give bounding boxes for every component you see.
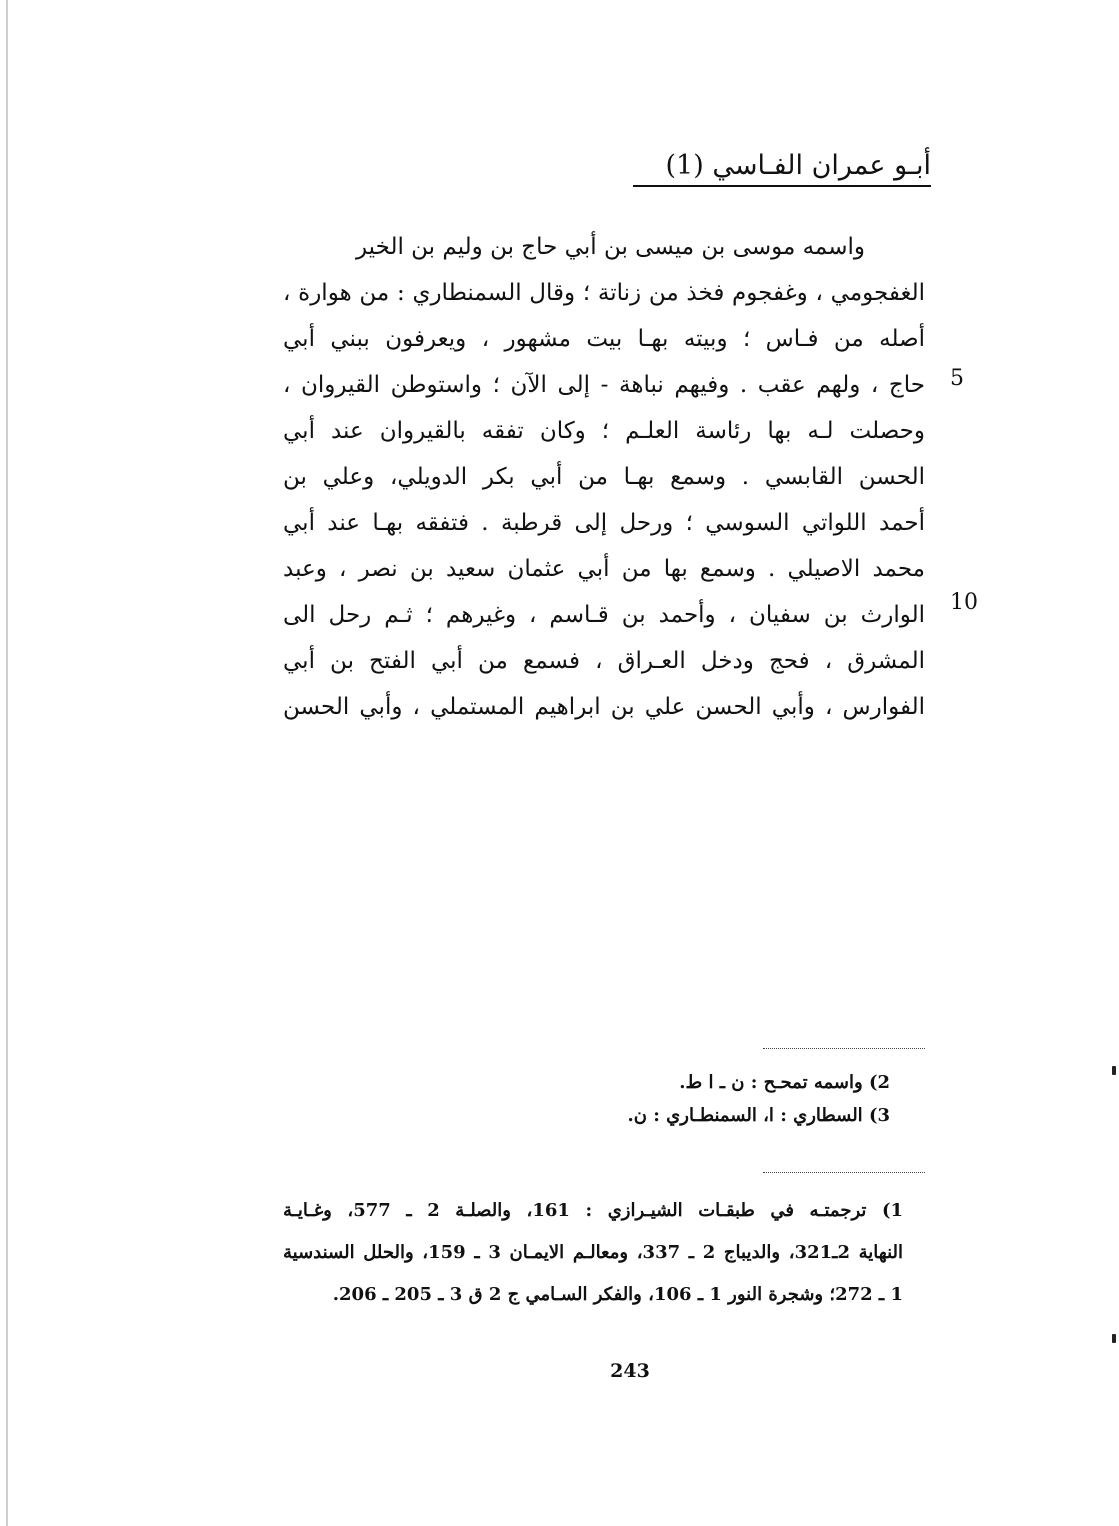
source-footnote-line: 1 ـ 272؛ وشجرة النور 1 ـ 106، والفكر السـامي ج 2 ق 3 ـ 205 ـ 206. xyxy=(332,1284,903,1305)
body-line: أحمد اللواتي السوسي ؛ ورحل إلى قرطبة . فتفقه بهـا عند أبي xyxy=(283,510,925,536)
line-number-5: 5 xyxy=(950,366,964,391)
body-line: وحصلت لـه بها رئاسة العلـم ؛ وكان تفقه بالقيروان عند أبي xyxy=(283,418,925,444)
variant-notes-separator xyxy=(763,1048,925,1049)
source-notes-separator xyxy=(763,1172,925,1173)
line-number-10: 10 xyxy=(950,590,978,615)
body-line: أصله من فـاس ؛ وبيته بهـا بيت مشهور ، ويعرفون ببني أبي xyxy=(283,326,925,352)
body-line: الغفجومي ، وغفجوم فخذ من زناتة ؛ وقال السمنطاري : من هوارة ، xyxy=(283,280,925,306)
chapter-heading: أبـو عمران الفـاسي (1) xyxy=(665,150,931,181)
body-line: الفوارس ، وأبي الحسن علي بن ابراهيم المستملي ، وأبي الحسن xyxy=(283,694,925,720)
scan-speck xyxy=(1112,1066,1116,1075)
page-number: 243 xyxy=(610,1360,650,1382)
heading-underline xyxy=(633,185,931,187)
body-line: الوارث بن سفيان ، وأحمد بن قـاسم ، وغيرهم ؛ ثـم رحل الى xyxy=(283,602,925,628)
source-footnote-line: 1) ترجمتـه في طبقـات الشيـرازي : 161، والصلـة 2 ـ 577، وغـايـة xyxy=(283,1200,903,1221)
source-footnote-line: النهاية 2ـ321، والديباج 2 ـ 337، ومعالـم الايمـان 3 ـ 159، والحلل السندسية xyxy=(283,1242,903,1263)
body-line: محمد الاصيلي . وسمع بها من أبي عثمان سعيد بن نصر ، وعبد xyxy=(283,556,925,582)
variant-note: 3) السطاري : ا، السمنطـاري : ن. xyxy=(627,1105,890,1126)
body-line: حاج ، ولهم عقب . وفيهم نباهة - إلى الآن ؛ واستوطن القيروان ، xyxy=(283,372,925,398)
body-line: واسمه موسى بن ميسى بن أبي حاج بن وليم بن الخير xyxy=(355,234,865,260)
scan-speck xyxy=(1112,1334,1116,1343)
source-footnotes xyxy=(283,1190,903,1316)
variant-notes xyxy=(560,1066,890,1132)
body-line: المشرق ، فحج ودخل العـراق ، فسمع من أبي الفتح بن أبي xyxy=(283,648,925,674)
page-edge-shadow xyxy=(6,0,8,1526)
body-line: الحسن القابسي . وسمع بهـا من أبي بكر الدويلي، وعلي بن xyxy=(283,464,925,490)
main-body-text xyxy=(283,224,925,730)
variant-note: 2) واسمه تمحـح : ن ـ ا ط. xyxy=(679,1072,890,1093)
